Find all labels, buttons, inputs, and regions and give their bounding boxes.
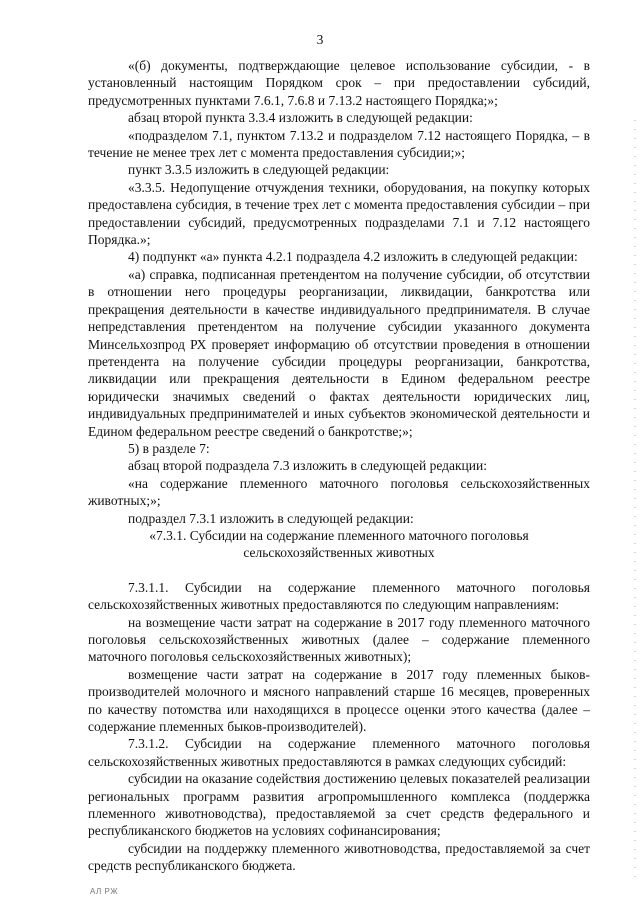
paragraph: 5) в разделе 7: [128,440,210,456]
document-body [88,57,590,875]
page-number: 3 [316,32,324,47]
footer-mark: АЛ РЖ [90,887,119,896]
paragraph: на возмещение части затрат на содержание в 2017 году племенного маточного поголовья сельскохозяйственных животных (далее – содержание племенного маточного поголовья сельскохозяйственных животных); [88,614,590,665]
paragraph: субсидии на поддержку племенного животноводства, предоставляемой за счет средств республиканского бюджета. [88,840,590,874]
paragraph: абзац второй пункта 3.3.4 изложить в следующей редакции: [128,110,473,126]
paragraph: подраздел 7.3.1 изложить в следующей редакции: [128,510,414,526]
paragraph: «(б) документы, подтверждающие целевое использование субсидии, - в установленный настоящим Порядком срок – при предоставлении субсидий, предусмотренных пунктами 7.6.1, 7.6.8 и 7.13.2 настоящего Порядка;»; [88,58,590,108]
paragraph: 7.3.1.2. Субсидии на содержание племенного маточного поголовья сельскохозяйственных животных предоставляются в рамках следующих субсидий: [88,736,590,769]
paragraph: субсидии на оказание содействия достижению целевых показателей реализации региональных программ развития агропромышленного комплекса (поддержка племенного животноводства), предоставляемой за счет средств федерального и республиканского бюджетов на условиях софинансирования; [88,771,590,839]
paragraph: «а) справка, подписанная претендентом на получение субсидии, об отсутствии в отношении него процедуры реорганизации, ликвидации, банкротства или прекращения деятельности в качестве индивидуального предпринимателя. В случае непредставления претендентом на получение субсидии указанного документа Минсельхозпрод РХ проверяет информацию об отсутствии проведения в отношении претендента на получение субсидии процедуры реорганизации, банкротства, ликвидации или прекращения деятельности в Едином федеральном реестре юридически значимых сведений о фактах деятельности юридических лиц, индивидуальных предпринимателей и иных субъектов экономической деятельности и Едином федеральном реестре сведений о банкротстве;»; [88,266,590,439]
paragraph: «подразделом 7.1, пунктом 7.13.2 и подразделом 7.12 настоящего Порядка, – в течение не менее трех лет с момента предоставления субсидии;»; [88,127,590,161]
paragraph: 4) подпункт «а» пункта 4.2.1 подраздела 4.2 изложить в следующей редакции: [128,249,578,265]
paragraph: возмещение части затрат на содержание в 2017 году племенных быков-производителей молочного и мясного направлений старше 16 месяцев, проверенных по качеству потомства или находящихся в процессе оценки этого качества (далее – содержание племенных быков-производителей). [88,666,590,735]
paragraph: 7.3.1.1. Субсидии на содержание племенного маточного поголовья сельскохозяйственных животных предоставляются по следующим направлениям: [88,579,590,613]
section-heading: «7.3.1. Субсидии на содержание племенного маточного поголовья сельскохозяйственных животных [149,527,529,561]
paragraph: пункт 3.3.5 изложить в следующей редакции: [128,162,390,178]
paragraph: «3.3.5. Недопущение отчуждения техники, оборудования, на покупку которых предоставлена субсидия, в течение трех лет с момента предоставления субсидии – при предоставлении субсидий, предусмотренных подразделами 7.1 и 7.12 настоящего Порядка.»; [88,179,590,248]
paragraph: абзац второй подраздела 7.3 изложить в следующей редакции: [128,458,487,474]
paragraph: «на содержание племенного маточного поголовья сельскохозяйственных животных;»; [88,475,590,509]
scan-edge-marks [634,120,636,880]
